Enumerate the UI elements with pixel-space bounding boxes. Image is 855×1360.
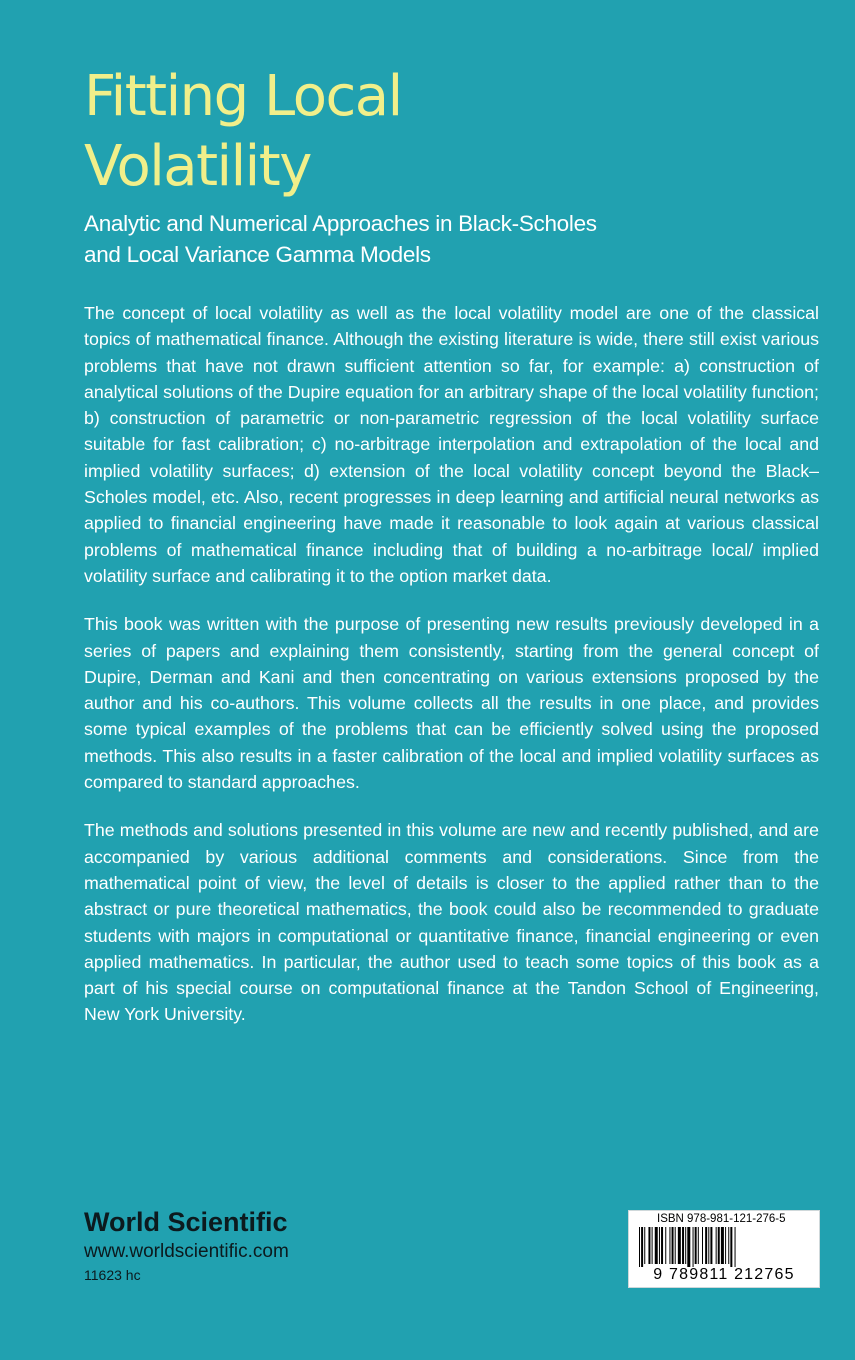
book-subtitle (84, 208, 784, 270)
publisher-name: World Scientific (84, 1207, 288, 1237)
barcode-icon (637, 1227, 811, 1267)
blurb-paragraph-1: The concept of local volatility as well as the local volatility model are one of the classical topics of mathematical finance. Although the existing literature is wide, there still exist various problems that have not drawn sufficient attention so far, for example: a) construction of analytical solutions of the Dupire equation for an arbitrary shape of the local volatility function; b) construction of parametric or non-parametric regression of the local volatility surface suitable for fast calibration; c) no-arbitrage interpolation and extrapolation of the local and implied volatility surfaces; d) extension of the local volatility concept beyond the Black–Scholes model, etc. Also, recent progresses in deep learning and artificial neural networks as applied to financial engineering have made it reasonable to look again at various classical problems of mathematical finance including that of building a no-arbitrage local/ implied volatility surface and calibrating it to the option market data. (84, 303, 819, 586)
book-title: Fitting Local Volatility (84, 64, 402, 199)
publisher-url: www.worldscientific.com (84, 1241, 289, 1262)
barcode-digits: 9 789811 212765 (653, 1266, 795, 1283)
publisher-block (84, 1205, 289, 1286)
subtitle-line-2: and Local Variance Gamma Models (84, 242, 431, 267)
isbn-label: ISBN 978-981-121-276-5 (657, 1213, 786, 1225)
isbn-barcode (628, 1210, 820, 1288)
blurb-paragraph-3: The methods and solutions presented in this volume are new and recently published, and are accompanied by various additional comments and considerations. Since from the mathematical point of view, the level of details is closer to the applied rather than to the abstract or pure theoretical mathematics, the book could also be recommended to graduate students with majors in computational or quantitative finance, financial engineering or even applied mathematics. In particular, the author used to teach some topics of this book as a part of his special course on computational finance at the Tandon School of Engineering, New York University. (84, 820, 819, 1025)
product-code: 11623 hc (84, 1267, 141, 1283)
subtitle-line-1: Analytic and Numerical Approaches in Black-Scholes (84, 211, 597, 236)
blurb-paragraph-2: This book was written with the purpose of presenting new results previously developed in a series of papers and explaining them consistently, starting from the general concept of Dupire, Derman and Kani and then concentrating on various extensions proposed by the author and his co-authors. This volume collects all the results in one place, and provides some typical examples of the problems that can be efficiently solved using the proposed methods. This also results in a faster calibration of the local and implied volatility surfaces as compared to standard approaches. (84, 614, 819, 793)
blurb (84, 300, 819, 1050)
